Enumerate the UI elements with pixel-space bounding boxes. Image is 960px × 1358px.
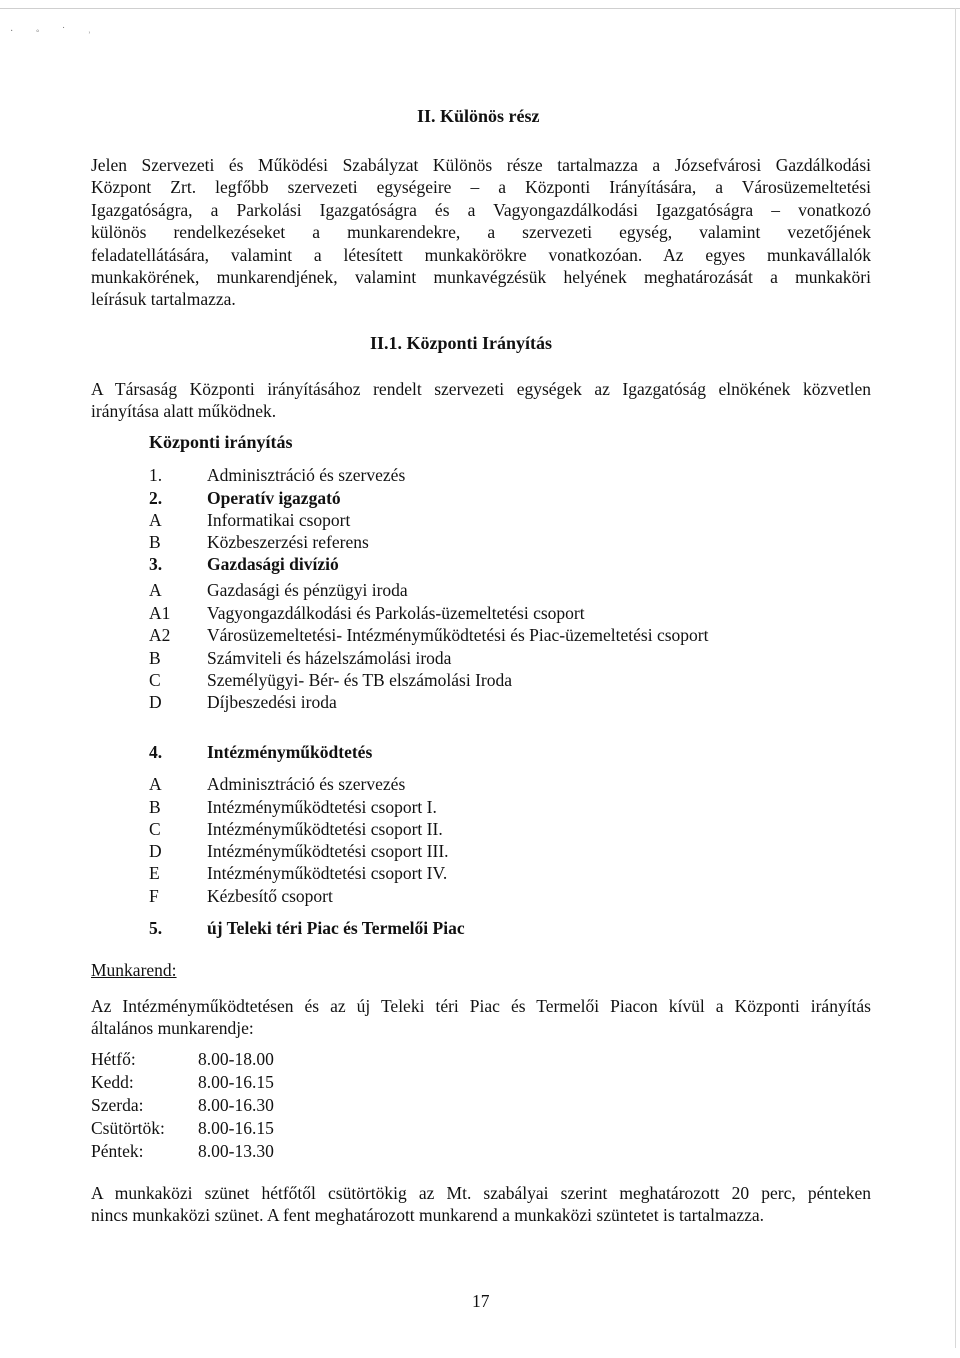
subsection-paragraph [91,378,871,423]
org-code: A [149,580,162,600]
org-label: Intézményműködtetési csoport II. [207,819,443,839]
intro-paragraph [91,154,871,311]
schedule-day: Hétfő: [91,1049,136,1069]
intro-line: Központ Zrt. legfőbb szervezeti egységeire – a Központi Irányítására, a Városüzemeltetési [91,177,871,198]
schedule-time: 8.00-16.15 [198,1118,274,1138]
org-label: Kézbesítő csoport [207,886,333,906]
org-code: A [149,774,162,794]
org-label: Intézményműködtetés [207,742,373,762]
org-label: új Teleki téri Piac és Termelői Piac [207,918,465,938]
schedule-time: 8.00-16.15 [198,1072,274,1092]
schedule-day: Csütörtök: [91,1118,165,1138]
schedule-time: 8.00-18.00 [198,1049,274,1069]
break-line: nincs munkaközi szünet. A fent meghatározott munkarend a munkaközi szüntetet is tartalmazza. [91,1205,765,1226]
subsection-title: II.1. Központi Irányítás [370,333,553,353]
org-title: Központi irányítás [149,432,293,452]
org-label: Intézményműködtetési csoport I. [207,797,437,817]
schedule-day: Péntek: [91,1141,144,1161]
intro-line: különös rendelkezéseket a munkarendekre, a szervezeti egység, valamint vezetőjének [91,222,871,243]
org-code: C [149,670,161,690]
schedule-time: 8.00-16.30 [198,1095,274,1115]
scan-specks: · ◦ ˙ ˒ [10,26,102,37]
org-code: F [149,886,159,906]
org-code: B [149,797,161,817]
sub-line: A Társaság Központi irányításához rendelt szervezeti egységek az Igazgatóság elnökének közvetlen [91,379,871,399]
section-title: II. Különös rész [417,106,540,126]
intro-line: leírásuk tartalmazza. [91,289,236,310]
org-code: 2. [149,488,163,508]
org-label: Adminisztráció és szervezés [207,774,406,794]
org-code: A2 [149,625,171,645]
schedule-day: Kedd: [91,1072,134,1092]
org-label: Intézményműködtetési csoport III. [207,841,449,861]
worktime-line: általános munkarendje: [91,1018,254,1039]
org-code: D [149,841,162,861]
page-number: 17 [472,1291,490,1311]
org-label: Díjbeszedési iroda [207,692,337,712]
org-label: Adminisztráció és szervezés [207,465,406,485]
org-label: Számviteli és házelszámolási iroda [207,648,452,668]
intro-line: munkakörének, munkarendjének, valamint munkavégzésük helyének meghatározását a munkaköri [91,267,871,288]
org-label: Intézményműködtetési csoport IV. [207,863,448,883]
org-label: Gazdasági divízió [207,554,339,574]
org-code: A1 [149,603,171,623]
worktime-heading: Munkarend: [91,960,177,980]
scan-right-edge [955,8,956,1348]
org-code: C [149,819,161,839]
break-paragraph [91,1182,871,1227]
intro-line: Igazgatóságra, a Parkolási Igazgatóságra és a Vagyongazdálkodási Igazgatóságra – vonatkozó [91,199,871,220]
org-code: 5. [149,918,163,938]
intro-line: feladatellátására, valamint a létesített munkakörökre vonatkozóan. Az egyes munkavállalók [91,244,871,265]
org-code: B [149,532,161,552]
sub-line: irányítása alatt működnek. [91,401,277,422]
org-code: 3. [149,554,163,574]
schedule-time: 8.00-13.30 [198,1141,274,1161]
break-line: A munkaközi szünet hétfőtől csütörtökig az Mt. szabályai szerint meghatározott 20 perc, pénteken [91,1183,871,1203]
org-code: D [149,692,162,712]
scan-top-line [0,8,960,9]
org-label: Gazdasági és pénzügyi iroda [207,580,408,600]
org-label: Operatív igazgató [207,488,341,508]
org-code: 4. [149,742,163,762]
org-label: Közbeszerzési referens [207,532,369,552]
org-label: Városüzemeltetési- Intézményműködtetési és Piac-üzemeltetési csoport [207,625,709,645]
org-code: E [149,863,160,883]
intro-line: Jelen Szervezeti és Működési Szabályzat Különös része tartalmazza a Józsefvárosi Gazdálkodási [91,155,871,175]
schedule-day: Szerda: [91,1095,144,1115]
org-label: Személyügyi- Bér- és TB elszámolási Iroda [207,670,513,690]
org-code: 1. [149,465,163,485]
org-label: Informatikai csoport [207,510,351,530]
org-code: B [149,648,161,668]
worktime-paragraph [91,995,871,1040]
worktime-line: Az Intézményműködtetésen és az új Teleki téri Piac és Termelői Piacon kívül a Központi irányítás [91,996,871,1016]
org-code: A [149,510,162,530]
org-label: Vagyongazdálkodási és Parkolás-üzemeltetési csoport [207,603,585,623]
